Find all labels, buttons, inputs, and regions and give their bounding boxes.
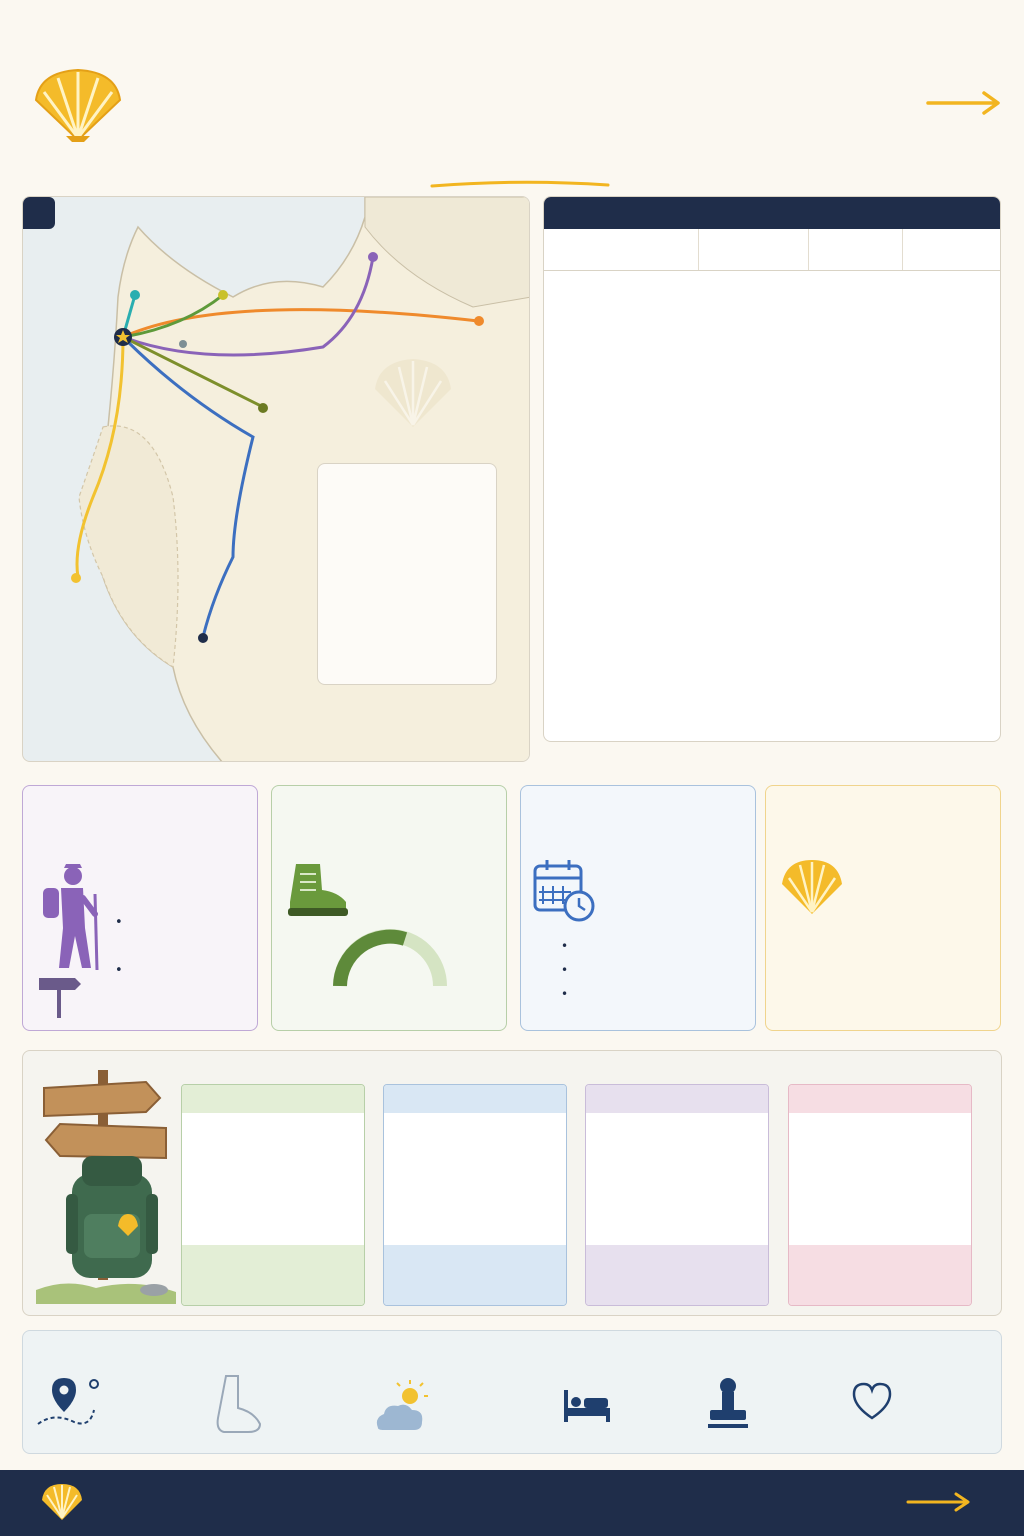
card-tiempo-item-1: • [561, 939, 569, 953]
signpost-backpack-icon [36, 1064, 176, 1304]
column-3-4-semanas-objective [586, 1245, 768, 1305]
footer [0, 1470, 1024, 1536]
gauge-chart [330, 926, 450, 990]
column-mas-4-semanas [788, 1084, 972, 1306]
table-header-km [809, 229, 903, 270]
distances-table [543, 196, 1001, 742]
heart-icon [850, 1382, 894, 1422]
column-mas-4-semanas-objective [789, 1245, 971, 1305]
table-header-ruta [544, 229, 699, 270]
subtitle-underline [430, 178, 610, 190]
column-3-4-semanas [585, 1084, 769, 1306]
pilgrim-icon [35, 858, 113, 1020]
card-compostela: • • [22, 785, 258, 1031]
hiking-boot-icon [286, 862, 350, 918]
calendar-clock-icon [531, 858, 597, 924]
card-tiempo [520, 785, 756, 1031]
map-section-label [23, 197, 55, 229]
column-pocos-dias-objective [182, 1245, 364, 1305]
map-pin-route-icon [34, 1374, 100, 1432]
column-pocos-dias [181, 1084, 365, 1306]
scallop-shell-icon [30, 66, 126, 144]
table-header-inicio [699, 229, 809, 270]
bed-icon [562, 1386, 612, 1426]
card-tiempo-item-2: • [561, 963, 569, 977]
map-legend [317, 463, 497, 685]
table-section-label [544, 197, 1001, 229]
table-header-row [544, 229, 1001, 271]
arrow-right-icon [924, 88, 1004, 118]
column-10-15-dias-objective [384, 1245, 566, 1305]
card-km-dia [271, 785, 507, 1031]
footer-arrow-icon [904, 1490, 974, 1514]
footer-shell-icon [40, 1482, 84, 1522]
foot-icon [208, 1374, 266, 1436]
stamp-icon [706, 1376, 750, 1434]
card-inicio [765, 785, 1001, 1031]
column-10-15-dias-header [384, 1085, 566, 1113]
column-10-15-dias [383, 1084, 567, 1306]
routes-map [22, 196, 530, 762]
scallop-shell-icon [780, 858, 844, 916]
weather-icon [372, 1378, 434, 1434]
card-tiempo-item-3: • [561, 987, 569, 1001]
column-mas-4-semanas-header [789, 1085, 971, 1113]
column-pocos-dias-header [182, 1085, 364, 1113]
table-header-dias [903, 229, 1001, 270]
column-3-4-semanas-header [586, 1085, 768, 1113]
